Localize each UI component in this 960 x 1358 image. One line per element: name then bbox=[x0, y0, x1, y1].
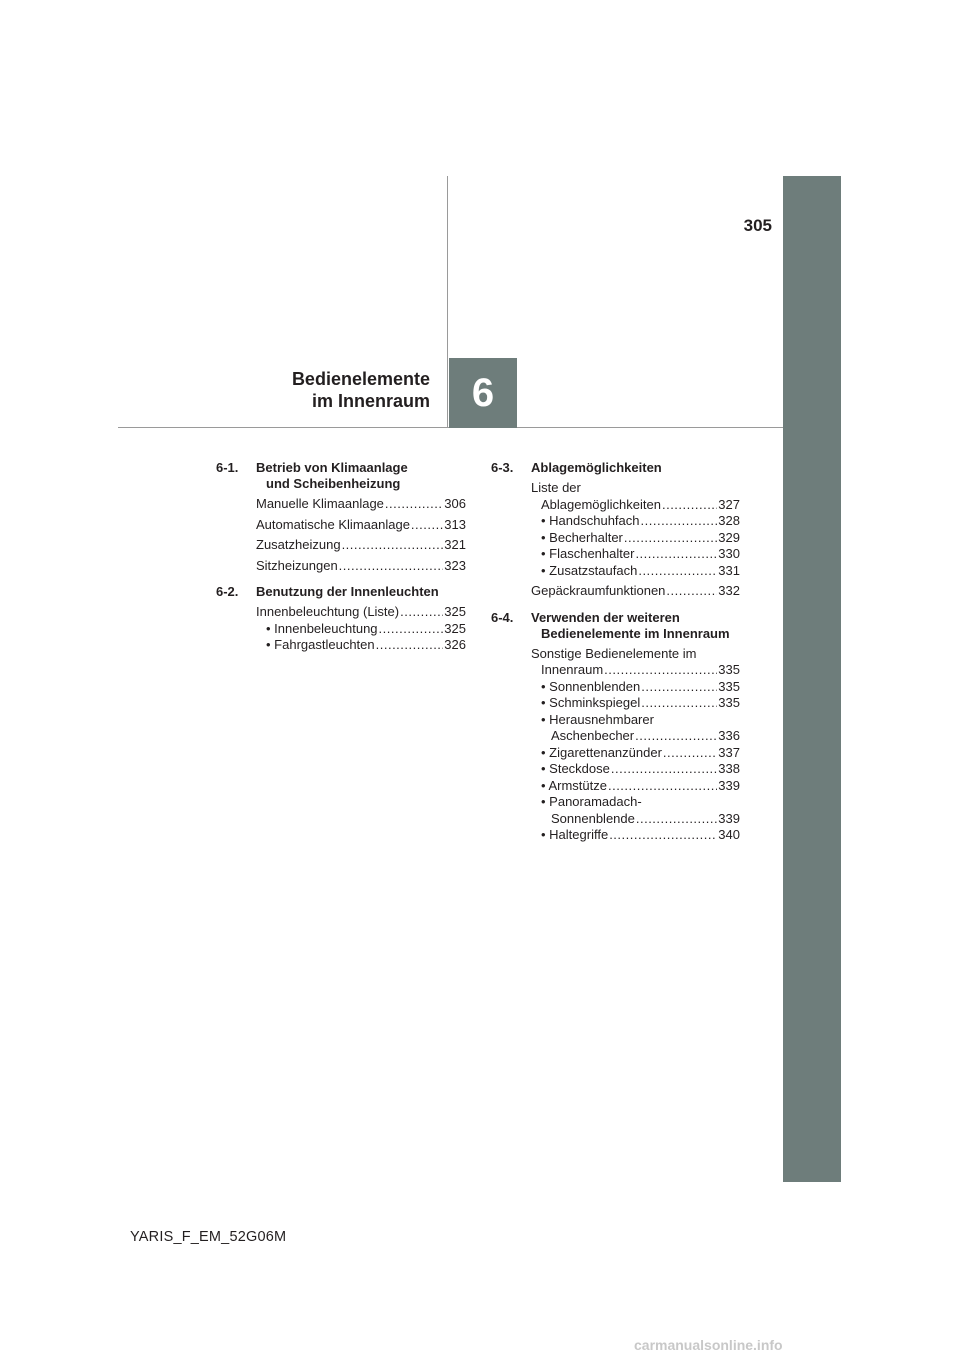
header-vertical-rule bbox=[447, 176, 448, 428]
leader-dots bbox=[342, 537, 444, 554]
entry-page: 335 bbox=[718, 662, 740, 677]
toc-entry[interactable] bbox=[256, 604, 466, 621]
entry-page: 326 bbox=[444, 637, 466, 652]
toc-entry[interactable] bbox=[256, 558, 466, 575]
section-title bbox=[256, 584, 466, 600]
section-heading bbox=[491, 460, 740, 476]
entry-page: 340 bbox=[718, 827, 740, 842]
entry-label: Sitzheizungen bbox=[256, 557, 338, 573]
section-items bbox=[491, 646, 740, 844]
toc-entry[interactable] bbox=[531, 546, 740, 563]
entry-label: Automatische Klimaanlage bbox=[256, 516, 410, 532]
entry-label: • Becherhalter bbox=[541, 529, 623, 545]
toc-entry[interactable] bbox=[531, 583, 740, 600]
entry-label: Zusatzheizung bbox=[256, 537, 341, 552]
entry-label-line: • Panoramadach- bbox=[541, 794, 642, 809]
leader-dots bbox=[638, 563, 717, 580]
entry-label: • Flaschenhalter bbox=[541, 546, 635, 561]
toc-section-6-1 bbox=[216, 460, 466, 574]
leader-dots bbox=[604, 662, 717, 679]
toc-entry[interactable] bbox=[531, 778, 740, 795]
section-items bbox=[216, 604, 466, 654]
entry-label: • Haltegriffe bbox=[541, 827, 609, 842]
toc-section-6-3 bbox=[491, 460, 740, 600]
leader-dots bbox=[662, 497, 717, 514]
section-number: 6-4. bbox=[491, 609, 514, 625]
toc-entry[interactable] bbox=[531, 530, 740, 547]
section-items bbox=[491, 480, 740, 600]
leader-dots bbox=[379, 621, 444, 638]
toc-left-column bbox=[216, 460, 466, 664]
section-number: 6-1. bbox=[216, 460, 239, 475]
entry-page: 323 bbox=[444, 557, 466, 573]
footer-manual-code: YARIS_F_EM_52G06M bbox=[130, 1229, 287, 1245]
section-title bbox=[256, 460, 466, 492]
leader-dots bbox=[608, 778, 717, 795]
leader-dots bbox=[611, 761, 717, 778]
toc-entry[interactable] bbox=[256, 496, 466, 513]
entry-page: 325 bbox=[444, 604, 466, 619]
section-title-line1: Benutzung der Innenleuchten bbox=[256, 584, 439, 599]
entry-label: • Zigarettenanzünder bbox=[541, 744, 662, 760]
chapter-number: 6 bbox=[471, 370, 495, 415]
section-title bbox=[531, 460, 740, 476]
section-number: 6-3. bbox=[491, 460, 514, 475]
section-heading bbox=[216, 460, 466, 492]
entry-label-line: Sonstige Bedienelemente im bbox=[531, 645, 697, 661]
section-title-line2: Bedienelemente im Innenraum bbox=[541, 625, 730, 641]
entry-page: 325 bbox=[444, 620, 466, 636]
toc-right-column bbox=[491, 460, 740, 854]
section-title-line2: und Scheibenheizung bbox=[266, 476, 401, 491]
leader-dots bbox=[663, 745, 717, 762]
entry-label: • Innenbeleuchtung bbox=[266, 620, 378, 636]
toc-entry[interactable] bbox=[531, 679, 740, 696]
leader-dots bbox=[641, 695, 717, 712]
leader-dots bbox=[635, 728, 717, 745]
toc-entry[interactable] bbox=[256, 537, 466, 554]
leader-dots bbox=[666, 583, 717, 600]
section-heading bbox=[216, 584, 466, 600]
entry-label: • Steckdose bbox=[541, 761, 610, 776]
watermark-text: carmanualsonline.info bbox=[634, 1337, 783, 1353]
toc-section-6-4 bbox=[491, 610, 740, 844]
entry-page: 337 bbox=[718, 744, 740, 760]
chapter-title bbox=[200, 368, 430, 412]
leader-dots bbox=[635, 546, 717, 563]
leader-dots bbox=[624, 530, 717, 547]
leader-dots bbox=[636, 811, 717, 828]
entry-label-line: • Herausnehmbarer bbox=[541, 711, 654, 727]
toc-entry[interactable] bbox=[531, 745, 740, 762]
leader-dots bbox=[641, 513, 718, 530]
entry-page: 339 bbox=[718, 777, 740, 793]
toc-entry[interactable] bbox=[531, 811, 740, 828]
toc-entry[interactable] bbox=[531, 728, 740, 745]
entry-label: • Zusatzstaufach bbox=[541, 562, 638, 578]
section-title-line1: Verwenden der weiteren bbox=[531, 609, 680, 625]
toc-entry[interactable] bbox=[256, 637, 466, 654]
leader-dots bbox=[339, 558, 444, 575]
chapter-title-line1: Bedienelemente bbox=[291, 369, 430, 389]
entry-label-line: Liste der bbox=[531, 480, 581, 495]
entry-page: 335 bbox=[718, 678, 740, 694]
leader-dots bbox=[609, 827, 717, 844]
toc-entry[interactable] bbox=[531, 695, 740, 712]
chapter-title-line2: im Innenraum bbox=[311, 391, 430, 411]
entry-label: Manuelle Klimaanlage bbox=[256, 496, 384, 511]
toc-entry[interactable] bbox=[531, 761, 740, 778]
entry-page: 339 bbox=[718, 810, 740, 826]
chapter-number-box bbox=[449, 358, 517, 428]
entry-page: 321 bbox=[444, 537, 466, 552]
entry-page: 331 bbox=[718, 562, 740, 578]
entry-label: Aschenbecher bbox=[551, 728, 635, 743]
leader-dots bbox=[411, 517, 443, 534]
section-heading bbox=[491, 610, 740, 642]
entry-page: 332 bbox=[718, 583, 740, 598]
toc-entry[interactable] bbox=[531, 662, 740, 679]
chapter-side-tab bbox=[783, 176, 841, 1182]
entry-label: • Handschuhfach bbox=[541, 513, 640, 528]
entry-page: 327 bbox=[718, 496, 740, 512]
toc-entry[interactable] bbox=[531, 497, 740, 514]
leader-dots bbox=[376, 637, 444, 654]
leader-dots bbox=[400, 604, 443, 621]
entry-page: 313 bbox=[444, 516, 466, 532]
entry-label: • Armstütze bbox=[541, 777, 607, 793]
section-title-line1: Ablagemöglichkeiten bbox=[531, 460, 662, 475]
toc-entry[interactable] bbox=[256, 621, 466, 638]
toc-entry[interactable] bbox=[531, 563, 740, 580]
toc-section-6-2 bbox=[216, 584, 466, 654]
entry-label: Ablagemöglichkeiten bbox=[541, 496, 661, 512]
toc-entry[interactable] bbox=[531, 513, 740, 530]
entry-page: 336 bbox=[718, 728, 740, 743]
section-items bbox=[216, 496, 466, 574]
entry-page: 335 bbox=[718, 695, 740, 710]
entry-page: 328 bbox=[718, 513, 740, 528]
entry-label: Innenraum bbox=[541, 662, 604, 677]
entry-page: 306 bbox=[444, 496, 466, 511]
entry-label: Sonnenblende bbox=[551, 810, 635, 826]
entry-label: • Fahrgastleuchten bbox=[266, 637, 375, 652]
toc-entry[interactable] bbox=[531, 827, 740, 844]
entry-page: 329 bbox=[718, 529, 740, 545]
entry-label: • Schminkspiegel bbox=[541, 695, 641, 710]
entry-label: • Sonnenblenden bbox=[541, 678, 641, 694]
leader-dots bbox=[385, 496, 443, 513]
entry-page: 338 bbox=[718, 761, 740, 776]
section-title-line1: Betrieb von Klimaanlage bbox=[256, 460, 408, 475]
section-title bbox=[531, 610, 740, 642]
section-number: 6-2. bbox=[216, 584, 239, 599]
entry-label: Innenbeleuchtung (Liste) bbox=[256, 604, 400, 619]
entry-page: 330 bbox=[718, 546, 740, 561]
entry-label: Gepäckraumfunktionen bbox=[531, 583, 666, 598]
page-number: 305 bbox=[743, 216, 772, 235]
toc-entry[interactable] bbox=[256, 517, 466, 534]
leader-dots bbox=[641, 679, 717, 696]
